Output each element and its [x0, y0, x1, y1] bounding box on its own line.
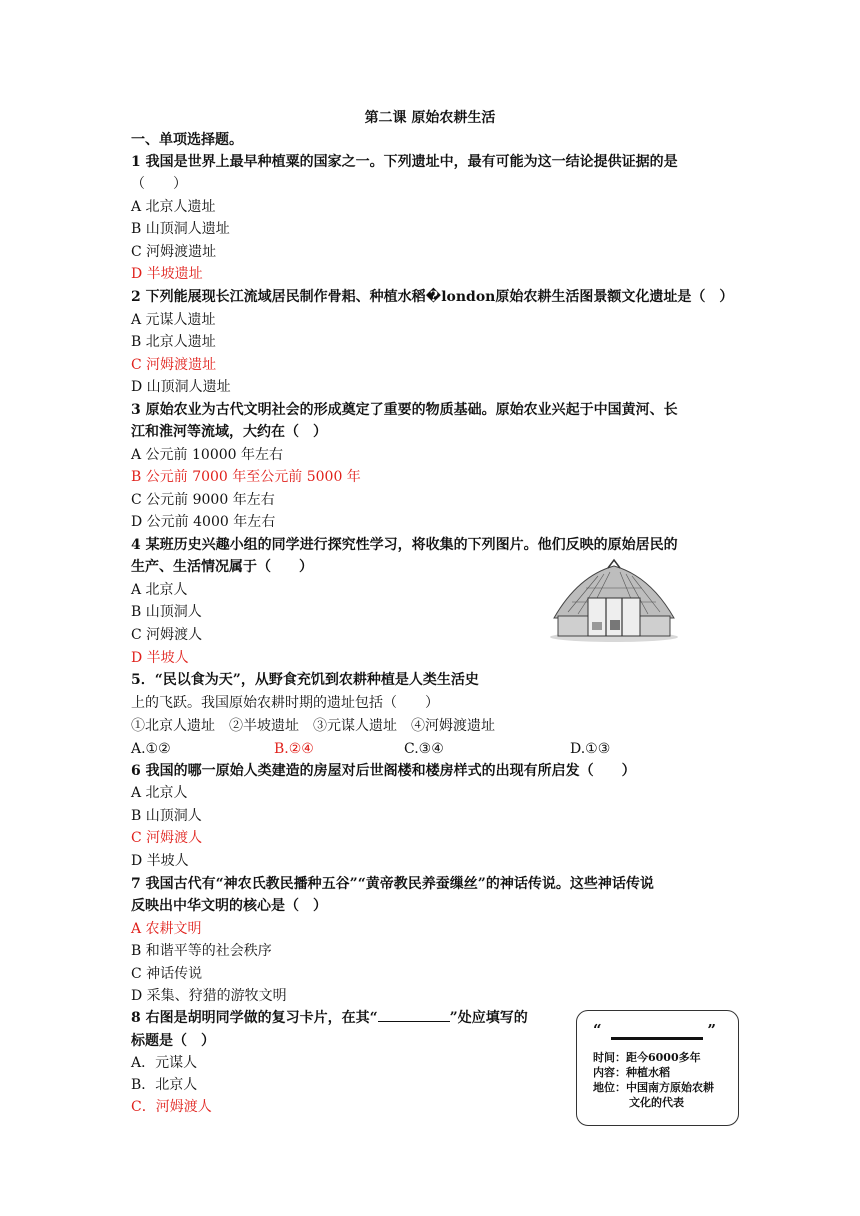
q2-stem: 2 下列能展现长江流域居民制作骨耜、种植水稻�london原始农耕生活图景额文化遗址是（ ）: [131, 289, 734, 305]
q7-option-a-answer: A 农耕文明: [131, 921, 202, 937]
q3-stem-line2: 江和淮河等流域，大约在（ ）: [131, 424, 327, 440]
card-quote-close: ”: [707, 1021, 716, 1039]
q2-option-b: B 北京人遗址: [131, 334, 216, 350]
q5-option-a: A.①②: [131, 741, 171, 757]
q1-option-c: C 河姆渡遗址: [131, 244, 217, 260]
q7-stem-line1: 7 我国古代有“神农氏教民播种五谷”“黄帝教民养蚕缫丝”的神话传说。这些神话传说: [131, 876, 654, 892]
q3-option-d: D 公元前 4000 年左右: [131, 514, 276, 530]
q2-option-a: A 元谋人遗址: [131, 312, 216, 328]
q3-option-a: A 公元前 10000 年左右: [131, 447, 283, 463]
q3-option-b-answer: B 公元前 7000 年至公元前 5000 年: [131, 469, 361, 485]
q1-stem-line1: 1 我国是世界上最早种植粟的国家之一。下列遗址中，最有可能为这一结论提供证据的是: [131, 154, 678, 170]
q4-option-d-answer: D 半坡人: [131, 650, 189, 666]
q6-option-a: A 北京人: [131, 785, 188, 801]
q6-option-d: D 半坡人: [131, 853, 189, 869]
q6-stem: 6 我国的哪一原始人类建造的房屋对后世阁楼和楼房样式的出现有所启发（ ）: [131, 763, 636, 779]
q8-stem-line1: [131, 1008, 528, 1028]
q5-option-c: C.③④: [404, 741, 444, 757]
card-title-blank: [611, 1037, 703, 1040]
card-content: 内容：种植水稻: [593, 1066, 670, 1079]
q8-option-a: A．元谋人: [131, 1055, 198, 1071]
q4-option-c: C 河姆渡人: [131, 627, 203, 643]
q1-option-b: B 山顶洞人遗址: [131, 221, 230, 237]
review-card: [576, 1010, 739, 1126]
blank-underline: [378, 1009, 450, 1022]
q5-stem-line2: 上的飞跃。我国原始农耕时期的遗址包括（ ）: [131, 695, 439, 711]
q2-option-d: D 山顶洞人遗址: [131, 379, 231, 395]
q7-option-d: D 采集、狩猎的游牧文明: [131, 988, 287, 1004]
q3-option-c: C 公元前 9000 年左右: [131, 492, 275, 508]
q5-option-b-answer: B.②④: [274, 741, 314, 757]
q4-stem-line1: 4 某班历史兴趣小组的同学进行探究性学习，将收集的下列图片。他们反映的原始居民的: [131, 537, 678, 553]
q6-option-c-answer: C 河姆渡人: [131, 830, 203, 846]
q8-option-b: B．北京人: [131, 1077, 198, 1093]
card-status-line1: 地位：中国南方原始农耕: [593, 1081, 714, 1094]
q8-option-c-answer: C．河姆渡人: [131, 1099, 212, 1115]
q1-stem-line2: （ ）: [131, 176, 187, 192]
q7-stem-line2: 反映出中华文明的核心是（ ）: [131, 898, 327, 914]
q4-option-b: B 山顶洞人: [131, 604, 202, 620]
q4-option-a: A 北京人: [131, 582, 188, 598]
q7-option-c: C 神话传说: [131, 966, 203, 982]
section-heading: 一、单项选择题。: [131, 132, 243, 148]
q5-option-d: D.①③: [570, 741, 611, 757]
q8-stem-part1: 8 右图是胡明同学做的复习卡片，在其“: [131, 1010, 378, 1026]
q2-option-c-answer: C 河姆渡遗址: [131, 357, 217, 373]
card-quote-open: “: [593, 1021, 602, 1039]
q3-stem-line1: 3 原始农业为古代文明社会的形成奠定了重要的物质基础。原始农业兴起于中国黄河、长: [131, 402, 678, 418]
q4-stem-line2: 生产、生活情况属于（ ）: [131, 559, 313, 575]
q7-option-b: B 和谐平等的社会秩序: [131, 943, 272, 959]
semi-subterranean-hut-image: [548, 558, 680, 642]
q5-stem-line1: 5．“民以食为天”，从野食充饥到农耕种植是人类生活史: [131, 672, 479, 688]
q1-option-d-answer: D 半坡遗址: [131, 266, 203, 282]
q8-stem-line2: 标题是（ ）: [131, 1033, 215, 1049]
q1-option-a: A 北京人遗址: [131, 199, 216, 215]
q6-option-b: B 山顶洞人: [131, 808, 202, 824]
q8-stem-part2: ”处应填写的: [449, 1010, 528, 1026]
page-title: 第二课 原始农耕生活: [364, 110, 496, 126]
q5-items: ①北京人遗址 ②半坡遗址 ③元谋人遗址 ④河姆渡遗址: [131, 718, 495, 734]
card-time: 时间：距今6000多年: [593, 1051, 701, 1064]
card-status-line2: 文化的代表: [629, 1096, 684, 1109]
